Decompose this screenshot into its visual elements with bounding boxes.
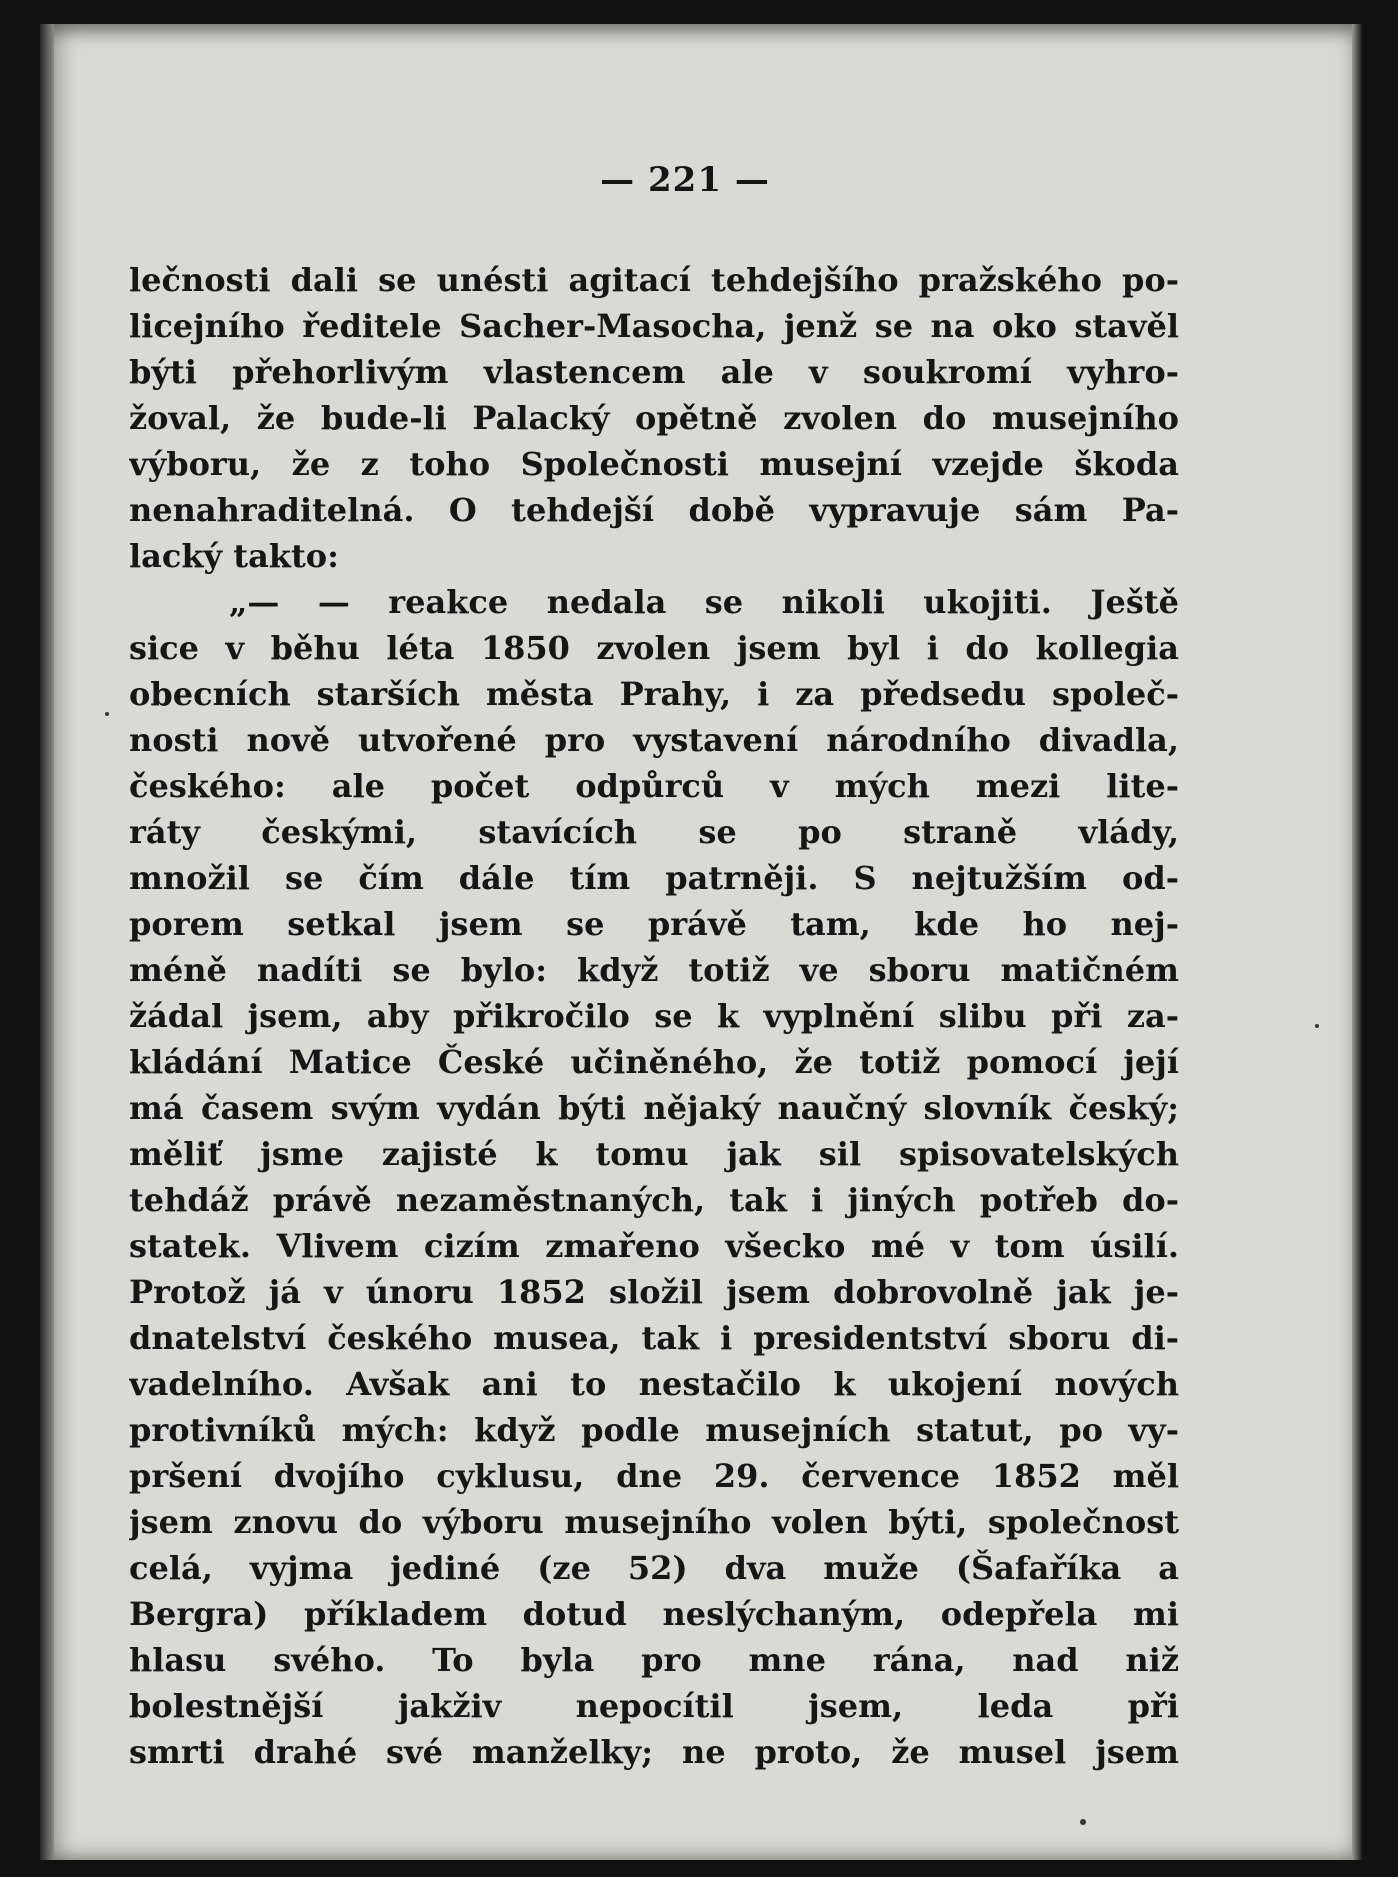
text-line: Bergra) příkladem dotud neslýchaným, odepřela mi xyxy=(129,1595,1179,1633)
text-line: méně nadíti se bylo: když totiž ve sboru matičném xyxy=(129,951,1179,989)
text-line: nenahraditelná. O tehdejší době vypravuje sám Pa- xyxy=(129,491,1179,529)
text-line: výboru, že z toho Společnosti musejní vzejde škoda xyxy=(129,445,1179,483)
text-line: celá, vyjma jediné (ze 52) dva muže (Šafaříka a xyxy=(129,1549,1179,1587)
text-line: lečnosti dali se unésti agitací tehdejšího pražského po- xyxy=(129,261,1179,299)
text-line: kládání Matice České učiněného, že totiž pomocí její xyxy=(129,1043,1179,1081)
page-gutter-shadow xyxy=(40,24,54,1860)
text-line: statek. Vlivem cizím zmařeno všecko mé v tom úsilí. xyxy=(129,1227,1179,1265)
text-line: nosti nově utvořené pro vystavení národního divadla, xyxy=(129,721,1179,759)
text-line: sice v běhu léta 1850 zvolen jsem byl i do kollegia xyxy=(129,629,1179,667)
text-line: lacký takto: xyxy=(129,537,339,575)
book-page xyxy=(40,24,1362,1860)
text-line: obecních starších města Prahy, i za předsedu společ- xyxy=(129,675,1179,713)
text-line: hlasu svého. To byla pro mne rána, nad niž xyxy=(129,1641,1179,1679)
text-line: protivníků mých: když podle musejních statut, po vy- xyxy=(129,1411,1179,1449)
text-line: býti přehorlivým vlastencem ale v soukromí vyhro- xyxy=(129,353,1179,391)
text-line: pršení dvojího cyklusu, dne 29. července 1852 měl xyxy=(129,1457,1179,1495)
text-line: smrti drahé své manželky; ne proto, že musel jsem xyxy=(129,1733,1179,1771)
text-line: dnatelství českého musea, tak i presidentství sboru di- xyxy=(129,1319,1179,1357)
text-line: českého: ale počet odpůrců v mých mezi lite- xyxy=(129,767,1179,805)
page-edge-shadow xyxy=(1352,24,1362,1860)
text-line: tehdáž právě nezaměstnaných, tak i jiných potřeb do- xyxy=(129,1181,1179,1219)
print-speck xyxy=(1080,1819,1086,1825)
print-speck xyxy=(1315,1024,1319,1028)
text-line: jsem znovu do výboru musejního volen býti, společnost xyxy=(129,1503,1179,1541)
text-line: „— — reakce nedala se nikoli ukojiti. Ještě xyxy=(229,583,1179,621)
text-line: Protož já v únoru 1852 složil jsem dobrovolně jak je- xyxy=(129,1273,1179,1311)
print-speck xyxy=(105,712,109,716)
text-line: žoval, že bude-li Palacký opětně zvolen do musejního xyxy=(129,399,1179,437)
text-line: licejního ředitele Sacher-Masocha, jenž se na oko stavěl xyxy=(129,307,1179,345)
text-line: žádal jsem, aby přikročilo se k vyplnění slibu při za- xyxy=(129,997,1179,1035)
body-text xyxy=(129,257,1179,1775)
text-line: bolestnější jakživ nepocítil jsem, leda při xyxy=(129,1687,1179,1725)
text-line: měliť jsme zajisté k tomu jak sil spisovatelských xyxy=(129,1135,1179,1173)
text-line: ráty českými, stavících se po straně vlády, xyxy=(129,813,1179,851)
text-line: množil se čím dále tím patrněji. S nejtužším od- xyxy=(129,859,1179,897)
text-line: má časem svým vydán býti nějaký naučný slovník český; xyxy=(129,1089,1179,1127)
text-line: vadelního. Avšak ani to nestačilo k ukojení nových xyxy=(129,1365,1179,1403)
page-number: — 221 — xyxy=(600,160,770,200)
text-line: porem setkal jsem se právě tam, kde ho nej- xyxy=(129,905,1179,943)
